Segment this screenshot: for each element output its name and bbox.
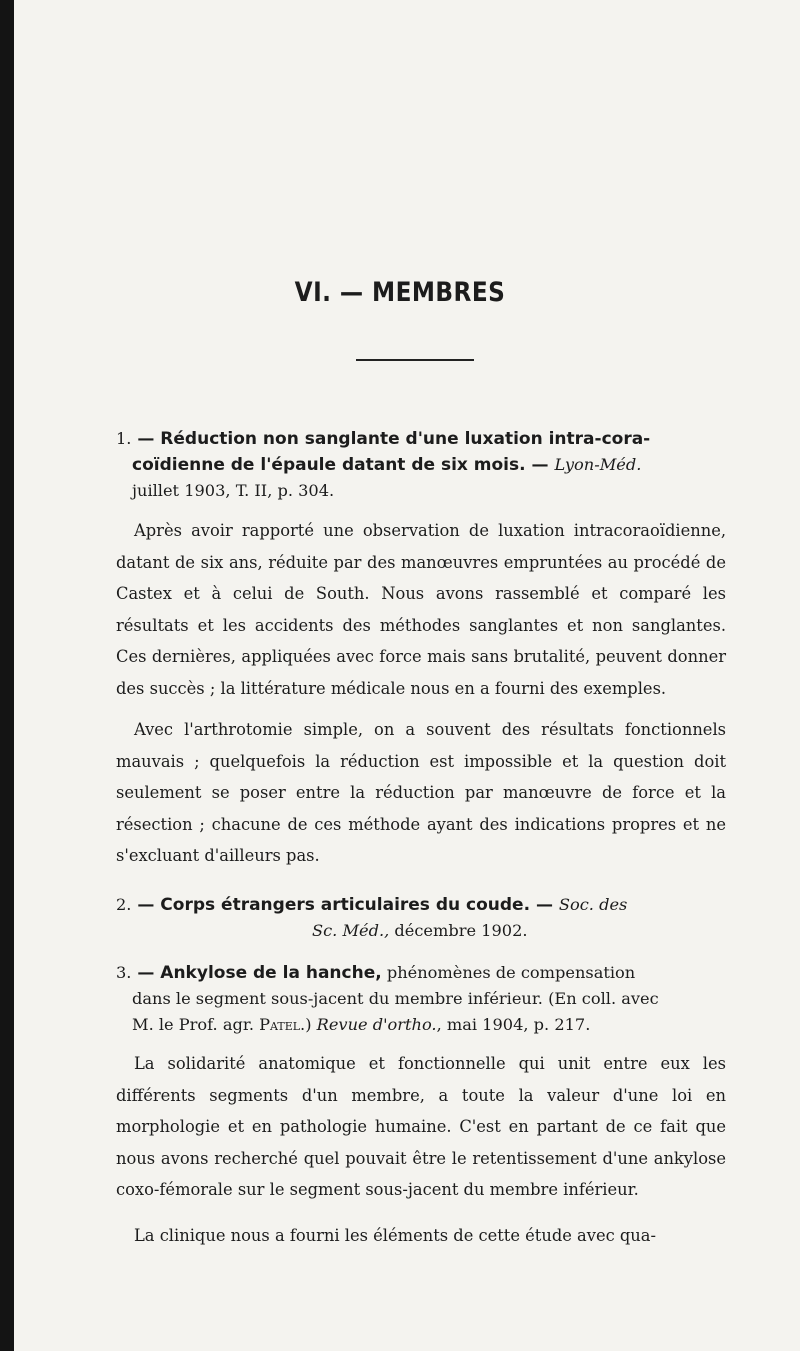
entry-citation: , mai 1904, p. 217.	[436, 1015, 591, 1034]
paragraph: La clinique nous a fourni les éléments de cette étude avec qua-	[134, 1226, 657, 1245]
entry-title: Corps étrangers articulaires du coude.	[160, 895, 531, 915]
entry-coauthor-prefix: M. le Prof. agr.	[132, 1015, 260, 1034]
entry-title: Ankylose de la hanche,	[160, 963, 382, 983]
entry-dash: —	[131, 895, 161, 915]
entry-1	[116, 426, 726, 504]
heading-rule	[356, 359, 474, 361]
entry-date: décembre 1902.	[389, 921, 528, 940]
entry-punct: )	[305, 1015, 317, 1034]
entry-subtitle: phénomènes de compensation	[381, 963, 636, 982]
entry-subtitle-cont: dans le segment sous-jacent du membre inférieur. (En coll. avec	[132, 989, 659, 1008]
paragraph: Avec l'arthrotomie simple, on a souvent des résultats fonctionnels mauvais ; quelquefois la réduction est impossible et la question doit seulement se poser entre la réduction par manœuvre de force et la résection ; chacune de ces méthode ayant des indications propres et ne s'excluant d'ailleurs pas.	[116, 720, 726, 865]
paragraph: La solidarité anatomique et fonctionnelle qui unit entre eux les différents segments d'un membre, a toute la valeur d'une loi en morphologie et en pathologie humaine. C'est en partant de ce fait que nous avons recherché quel pouvait être le retentissement d'une ankylose coxo-fémorale sur le segment sous-jacent du membre inférieur.	[116, 1054, 726, 1199]
entry-number: 3.	[116, 963, 132, 982]
scan-binding-edge	[0, 0, 14, 1351]
entry-title: Réduction non sanglante d'une luxation intra-cora-	[160, 429, 651, 449]
entry-source: Lyon-Méd.	[554, 455, 642, 474]
entry-source: Soc. des	[558, 895, 628, 914]
entry-source: Revue d'ortho.	[316, 1015, 437, 1034]
entry-title-cont: coïdienne de l'épaule datant de six mois.	[132, 455, 526, 475]
entry-dash: —	[131, 963, 161, 983]
section-heading: VI. — MEMBRES	[294, 277, 506, 308]
entry-3	[116, 960, 726, 1038]
entry-dash: —	[131, 429, 161, 449]
entry-citation: juillet 1903, T. II, p. 304.	[132, 481, 335, 500]
entry-2	[116, 892, 726, 944]
paragraph: Après avoir rapporté une observation de luxation intracoraoïdienne, datant de six ans, réduite par des manœuvres empruntées au procédé de Castex et à celui de South. Nous avons rassemblé et comparé les résultats et les accidents des méthodes sanglantes et non sanglantes. Ces dernières, appliquées avec force mais sans brutalité, peuvent donner des succès ; la littérature médicale nous en a fourni des exemples.	[116, 521, 726, 698]
entry-number: 2.	[116, 895, 132, 914]
entry-dash: —	[525, 455, 555, 475]
entry-number: 1.	[116, 429, 132, 448]
entry-dash: —	[530, 895, 559, 915]
entry-coauthor: Patel.	[259, 1015, 306, 1034]
entry-source-cont: Sc. Méd.,	[312, 921, 390, 940]
